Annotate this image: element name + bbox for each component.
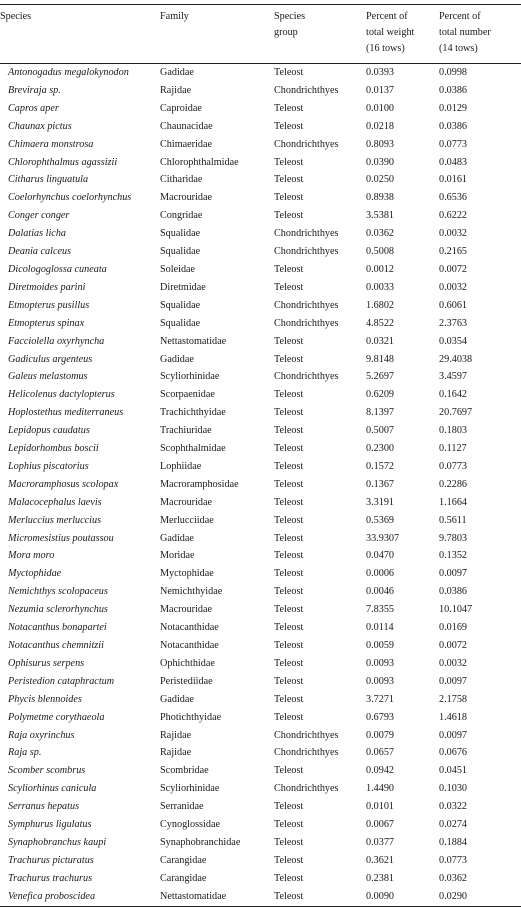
cell-family: Scyliorhinidae (160, 371, 220, 383)
table-row (0, 709, 521, 727)
cell-family: Congridae (160, 210, 203, 222)
cell-group: Chondrichthyes (274, 246, 339, 258)
table-row (0, 530, 521, 548)
cell-number: 0.0072 (439, 263, 468, 275)
cell-family: Carangidae (160, 854, 207, 866)
cell-family: Photichthyidae (160, 711, 222, 723)
cell-number: 0.0169 (439, 622, 468, 634)
table-row (0, 583, 521, 601)
cell-number: 0.0773 (439, 460, 468, 472)
cell-group: Teleost (274, 693, 304, 705)
table-row (0, 870, 521, 888)
cell-family: Squalidae (160, 317, 201, 329)
cell-group: Chondrichthyes (274, 138, 339, 150)
table-row (0, 727, 521, 745)
cell-number: 0.6061 (439, 299, 468, 311)
cell-family: Squalidae (160, 228, 201, 240)
cell-family: Carangidae (160, 872, 207, 884)
cell-species: Etmopterus pusillus (8, 299, 90, 311)
cell-species: Chaunax pictus (8, 120, 72, 132)
cell-family: Scophthalmidae (160, 443, 226, 455)
cell-family: Macrouridae (160, 496, 213, 508)
cell-weight: 0.1367 (366, 478, 395, 490)
cell-family: Macrouridae (160, 192, 213, 204)
table-row (0, 82, 521, 100)
cell-number: 0.0161 (439, 174, 468, 186)
header-group: Species group (274, 11, 306, 38)
table-row (0, 458, 521, 476)
cell-number: 0.0386 (439, 586, 468, 598)
cell-group: Teleost (274, 532, 304, 544)
cell-group: Teleost (274, 210, 304, 222)
cell-number: 0.0129 (439, 102, 468, 114)
cell-weight: 0.0137 (366, 84, 395, 96)
cell-weight: 5.2697 (366, 371, 395, 383)
cell-weight: 0.6209 (366, 389, 395, 401)
header-family: Family (160, 11, 189, 22)
table-row (0, 834, 521, 852)
cell-family: Macroramphosidae (160, 478, 239, 490)
cell-number: 3.4597 (439, 371, 468, 383)
cell-family: Trachiuridae (160, 425, 212, 437)
table-row (0, 171, 521, 189)
cell-number: 29.4038 (439, 353, 473, 365)
table-row (0, 333, 521, 351)
cell-family: Squalidae (160, 299, 201, 311)
cell-family: Notacanthidae (160, 622, 219, 634)
cell-group: Teleost (274, 675, 304, 687)
cell-weight: 9.8148 (366, 353, 395, 365)
cell-group: Teleost (274, 854, 304, 866)
cell-number: 0.0386 (439, 120, 468, 132)
cell-number: 0.5611 (439, 514, 467, 526)
table-row (0, 207, 521, 225)
table-row (0, 565, 521, 583)
cell-weight: 0.5007 (366, 425, 395, 437)
cell-weight: 3.7271 (366, 693, 395, 705)
table-row (0, 225, 521, 243)
cell-species: Lepidorhombus boscii (8, 443, 99, 455)
cell-weight: 7.8355 (366, 604, 395, 616)
cell-species: Phycis blennoides (8, 693, 82, 705)
header-species: Species (0, 11, 32, 22)
cell-species: Capros aper (8, 102, 59, 114)
cell-number: 0.0274 (439, 819, 468, 831)
cell-number: 0.0032 (439, 281, 468, 293)
cell-species: Micromesistius poutassou (8, 532, 114, 544)
cell-group: Teleost (274, 640, 304, 651)
cell-family: Peristediidae (160, 675, 213, 687)
cell-family: Moridae (160, 550, 195, 562)
cell-species: Scomber scombrus (8, 765, 86, 777)
cell-group: Teleost (274, 872, 304, 884)
cell-group: Teleost (274, 156, 304, 168)
cell-group: Teleost (274, 622, 304, 634)
cell-weight: 0.0657 (366, 747, 395, 759)
table-row (0, 386, 521, 404)
cell-weight: 0.0093 (366, 675, 395, 687)
cell-weight: 0.0006 (366, 568, 395, 580)
cell-species: Myctophidae (8, 568, 62, 580)
cell-group: Teleost (274, 586, 304, 598)
cell-number: 0.1352 (439, 550, 468, 562)
cell-weight: 0.0393 (366, 67, 395, 78)
cell-family: Scorpaenidae (160, 389, 215, 401)
cell-species: Symphurus ligulatus (8, 819, 92, 831)
cell-family: Lophiidae (160, 460, 202, 472)
cell-family: Scyliorhinidae (160, 783, 220, 795)
cell-number: 1.1664 (439, 496, 468, 508)
cell-species: Nezumia sclerorhynchus (8, 604, 108, 616)
cell-group: Teleost (274, 657, 304, 669)
cell-number: 2.1758 (439, 693, 468, 705)
cell-family: Gadidae (160, 67, 194, 78)
table-header-row (0, 5, 521, 64)
cell-number: 1.4618 (439, 711, 468, 723)
table-row (0, 64, 521, 82)
cell-group: Chondrichthyes (274, 317, 339, 329)
cell-weight: 0.2300 (366, 443, 395, 455)
cell-species: Raja oxyrinchus (8, 729, 75, 741)
cell-number: 10.1047 (439, 604, 473, 616)
cell-family: Myctophidae (160, 568, 214, 580)
cell-family: Chimaeridae (160, 138, 213, 150)
cell-family: Gadidae (160, 532, 194, 544)
cell-family: Nettastomatidae (160, 335, 227, 347)
cell-number: 0.0773 (439, 854, 468, 866)
table-row (0, 440, 521, 458)
cell-weight: 0.1572 (366, 460, 395, 472)
table-row (0, 619, 521, 637)
cell-weight: 0.0079 (366, 729, 395, 741)
cell-weight: 0.0046 (366, 586, 395, 598)
cell-number: 0.1030 (439, 783, 468, 795)
cell-weight: 0.0100 (366, 102, 395, 114)
cell-species: Raja sp. (8, 747, 42, 759)
cell-family: Cynoglossidae (160, 819, 220, 831)
cell-species: Dicologoglossa cuneata (8, 263, 107, 275)
cell-weight: 0.0942 (366, 765, 395, 777)
cell-group: Chondrichthyes (274, 729, 339, 741)
cell-species: Breviraja sp. (8, 84, 61, 96)
cell-species: Chimaera monstrosa (8, 138, 94, 150)
cell-species: Antonogadus megalokynodon (8, 67, 129, 78)
species-table (0, 4, 521, 907)
cell-number: 0.0773 (439, 138, 468, 150)
cell-number: 0.0451 (439, 765, 468, 777)
cell-species: Synaphobranchus kaupi (8, 836, 107, 848)
cell-group: Teleost (274, 67, 304, 78)
cell-number: 0.0072 (439, 640, 468, 651)
cell-group: Teleost (274, 353, 304, 365)
cell-group: Chondrichthyes (274, 299, 339, 311)
cell-species: Trachurus picturatus (8, 854, 94, 866)
cell-family: Notacanthidae (160, 640, 219, 651)
cell-group: Teleost (274, 496, 304, 508)
cell-group: Teleost (274, 765, 304, 777)
table-row (0, 279, 521, 297)
cell-species: Citharus linguatula (8, 174, 89, 186)
cell-family: Nemichthyidae (160, 586, 223, 598)
cell-family: Rajidae (160, 84, 192, 96)
cell-weight: 0.0114 (366, 622, 394, 634)
cell-species: Hoplostethus mediterraneus (8, 407, 124, 419)
cell-family: Trachichthyidae (160, 407, 226, 419)
cell-family: Rajidae (160, 729, 192, 741)
cell-species: Merluccius merluccius (8, 514, 102, 526)
cell-weight: 0.6793 (366, 711, 395, 723)
cell-number: 0.0386 (439, 84, 468, 96)
cell-species: Chlorophthalmus agassizii (8, 156, 118, 168)
table-row (0, 798, 521, 816)
table-row (0, 655, 521, 673)
table-row (0, 673, 521, 691)
table-body (0, 64, 521, 907)
table-row (0, 118, 521, 136)
cell-species: Nemichthys scolopaceus (8, 586, 108, 598)
cell-weight: 0.0218 (366, 120, 395, 132)
cell-group: Teleost (274, 192, 304, 204)
cell-number: 0.0032 (439, 657, 468, 669)
cell-species: Gadiculus argenteus (8, 353, 93, 365)
cell-group: Teleost (274, 819, 304, 831)
cell-group: Chondrichthyes (274, 371, 339, 383)
cell-species: Mora moro (8, 550, 55, 562)
table-row (0, 780, 521, 798)
table-row (0, 816, 521, 834)
cell-species: Notacanthus bonapartei (8, 622, 107, 634)
cell-number: 0.1803 (439, 425, 468, 437)
table-row (0, 852, 521, 870)
cell-group: Chondrichthyes (274, 228, 339, 240)
cell-species: Etmopterus spinax (8, 317, 85, 329)
cell-species: Coelorhynchus coelorhynchus (8, 192, 132, 204)
cell-family: Gadidae (160, 693, 194, 705)
cell-weight: 0.5369 (366, 514, 395, 526)
cell-weight: 0.3621 (366, 854, 395, 866)
cell-species: Trachurus trachurus (8, 872, 93, 884)
cell-species: Peristedion cataphractum (8, 675, 115, 687)
cell-group: Teleost (274, 514, 304, 526)
cell-number: 0.2286 (439, 478, 468, 490)
cell-weight: 1.4490 (366, 783, 395, 795)
cell-weight: 0.0250 (366, 174, 395, 186)
table-row (0, 637, 521, 655)
cell-number: 0.0998 (439, 67, 468, 78)
cell-group: Chondrichthyes (274, 783, 339, 795)
cell-family: Scombridae (160, 765, 209, 777)
cell-number: 20.7697 (439, 407, 473, 419)
cell-number: 0.1127 (439, 443, 467, 455)
cell-weight: 0.0390 (366, 156, 395, 168)
cell-group: Teleost (274, 801, 304, 813)
cell-group: Teleost (274, 460, 304, 472)
table-row (0, 154, 521, 172)
cell-group: Teleost (274, 102, 304, 114)
cell-weight: 0.2381 (366, 872, 395, 884)
table-row (0, 762, 521, 780)
cell-species: Serranus hepatus (8, 801, 80, 813)
cell-group: Teleost (274, 174, 304, 186)
header-weight: Percent of total weight (16 tows) (366, 11, 415, 54)
cell-number: 0.0362 (439, 872, 468, 884)
cell-species: Macroramphosus scolopax (8, 478, 119, 490)
table-row (0, 691, 521, 709)
cell-number: 0.6536 (439, 192, 468, 204)
cell-species: Polymetme corythaeola (8, 711, 105, 723)
cell-group: Teleost (274, 335, 304, 347)
cell-species: Helicolenus dactylopterus (8, 389, 115, 401)
cell-species: Lophius piscatorius (8, 460, 89, 472)
cell-number: 9.7803 (439, 532, 468, 544)
cell-weight: 8.1397 (366, 407, 395, 419)
cell-family: Rajidae (160, 747, 192, 759)
cell-species: Lepidopus caudatus (8, 425, 90, 437)
cell-group: Chondrichthyes (274, 747, 339, 759)
cell-weight: 0.0033 (366, 281, 395, 293)
cell-species: Notacanthus chemnitzii (8, 640, 104, 651)
cell-family: Chaunacidae (160, 120, 213, 132)
cell-species: Diretmoides parini (8, 281, 86, 293)
cell-number: 2.3763 (439, 317, 468, 329)
cell-family: Squalidae (160, 246, 201, 258)
table-row (0, 547, 521, 565)
table-row (0, 476, 521, 494)
cell-group: Teleost (274, 263, 304, 275)
cell-weight: 3.5381 (366, 210, 395, 222)
cell-number: 0.0032 (439, 228, 468, 240)
cell-species: Dalatias licha (8, 228, 67, 240)
cell-number: 0.2165 (439, 246, 468, 258)
cell-species: Malacocephalus laevis (8, 496, 102, 508)
cell-group: Teleost (274, 407, 304, 419)
cell-weight: 0.0012 (366, 263, 395, 275)
table-row (0, 189, 521, 207)
cell-species: Ophisurus serpens (8, 657, 85, 669)
cell-family: Soleidae (160, 263, 196, 275)
cell-family: Diretmidae (160, 281, 206, 293)
cell-weight: 0.0362 (366, 228, 395, 240)
cell-number: 0.0097 (439, 729, 468, 741)
cell-weight: 4.8522 (366, 317, 395, 329)
cell-weight: 1.6802 (366, 299, 395, 311)
cell-family: Ophichthidae (160, 657, 215, 669)
table-row (0, 100, 521, 118)
table-row (0, 404, 521, 422)
table-row (0, 315, 521, 333)
cell-group: Teleost (274, 568, 304, 580)
cell-group: Teleost (274, 478, 304, 490)
cell-number: 0.0676 (439, 747, 468, 759)
cell-weight: 3.3191 (366, 496, 395, 508)
cell-species: Venefica proboscidea (8, 890, 96, 902)
cell-family: Nettastomatidae (160, 890, 227, 902)
table-row (0, 351, 521, 369)
cell-group: Teleost (274, 281, 304, 293)
cell-weight: 0.0059 (366, 640, 395, 651)
table-row (0, 512, 521, 530)
table-row (0, 744, 521, 762)
cell-number: 0.6222 (439, 210, 468, 222)
cell-weight: 0.0321 (366, 335, 395, 347)
table-row (0, 888, 521, 906)
cell-family: Gadidae (160, 353, 194, 365)
table-row (0, 601, 521, 619)
cell-group: Teleost (274, 550, 304, 562)
table-row (0, 297, 521, 315)
cell-number: 0.0097 (439, 675, 468, 687)
cell-group: Teleost (274, 389, 304, 401)
table-row (0, 422, 521, 440)
cell-group: Teleost (274, 604, 304, 616)
cell-weight: 0.0470 (366, 550, 395, 562)
cell-number: 0.0097 (439, 568, 468, 580)
cell-species: Deania calceus (8, 246, 72, 258)
cell-number: 0.0483 (439, 156, 468, 168)
cell-weight: 0.0377 (366, 836, 395, 848)
cell-group: Teleost (274, 836, 304, 848)
cell-number: 0.1884 (439, 836, 468, 848)
cell-species: Facciolella oxyrhyncha (8, 335, 105, 347)
cell-weight: 0.0090 (366, 890, 395, 902)
cell-group: Teleost (274, 890, 304, 902)
table-row (0, 368, 521, 386)
table-row (0, 136, 521, 154)
cell-group: Teleost (274, 425, 304, 437)
cell-family: Merlucciidae (160, 514, 214, 526)
cell-group: Teleost (274, 443, 304, 455)
cell-number: 0.0354 (439, 335, 468, 347)
table-row (0, 243, 521, 261)
table-row (0, 494, 521, 512)
cell-group: Teleost (274, 711, 304, 723)
cell-number: 0.1642 (439, 389, 468, 401)
cell-family: Caproidae (160, 102, 202, 114)
cell-species: Galeus melastomus (8, 371, 88, 383)
cell-number: 0.0290 (439, 890, 468, 902)
header-number: Percent of total number (14 tows) (439, 11, 491, 54)
cell-weight: 0.8938 (366, 192, 395, 204)
table-row (0, 261, 521, 279)
cell-species: Scyliorhinus canicula (8, 783, 97, 795)
cell-group: Chondrichthyes (274, 84, 339, 96)
cell-family: Macrouridae (160, 604, 213, 616)
cell-weight: 0.0101 (366, 801, 395, 813)
cell-group: Teleost (274, 120, 304, 132)
cell-weight: 0.0067 (366, 819, 395, 831)
cell-weight: 0.5008 (366, 246, 395, 258)
cell-family: Serranidae (160, 801, 204, 813)
cell-species: Conger conger (8, 210, 70, 222)
cell-weight: 33.9307 (366, 532, 400, 544)
cell-family: Synaphobranchidae (160, 836, 241, 848)
cell-number: 0.0322 (439, 801, 468, 813)
cell-weight: 0.0093 (366, 657, 395, 669)
cell-family: Citharidae (160, 174, 203, 186)
cell-family: Chlorophthalmidae (160, 156, 239, 168)
cell-weight: 0.8093 (366, 138, 395, 150)
